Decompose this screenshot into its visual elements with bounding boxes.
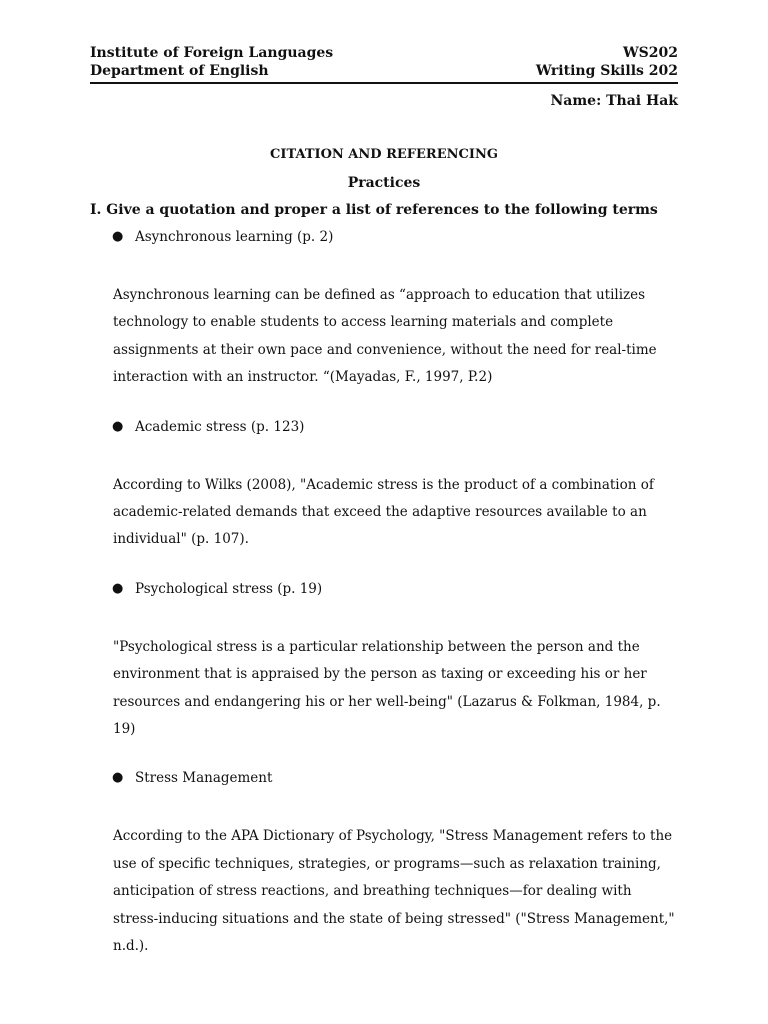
term-paragraph (113, 282, 678, 392)
term-label: Academic stress (p. 123) (135, 418, 305, 435)
bullet-icon: ● (112, 770, 124, 786)
course-code: WS202 (622, 45, 678, 61)
bullet-icon: ● (112, 580, 124, 596)
course-name: Writing Skills 202 (535, 63, 678, 79)
bullet-icon: ● (112, 229, 124, 244)
department-name: Department of English (90, 63, 269, 79)
paragraph-text: Asynchronous learning can be defined as “approach to education that utilizes technology to enable students to access learning materials and complete assignments at their own pace and convenience, without the need for real-time interaction with an instructor. “(Mayadas, F., 1997, P.2) (113, 287, 657, 386)
header-row-2 (90, 62, 678, 80)
institute-name: Institute of Foreign Languages (90, 45, 334, 61)
term-item-asynchronous-learning (90, 228, 678, 246)
header-row-1 (90, 44, 678, 62)
term-paragraph (113, 823, 678, 960)
term-label: Stress Management (135, 770, 273, 787)
paragraph-text: According to the APA Dictionary of Psychology, "Stress Management refers to the use of specific techniques, strategies, or programs—such as relaxation training, anticipation of stress reactions, and breathing techniques—for dealing with stress-inducing situations and the state of being stressed" ("Stress Management," n.d.). (113, 828, 675, 955)
term-item-stress-management (90, 769, 678, 787)
header-divider (90, 82, 678, 84)
document-title: CITATION AND REFERENCING (270, 147, 498, 162)
student-name: Name: Thai Hak (550, 93, 678, 109)
instruction-heading: I. Give a quotation and proper a list of references to the following terms (90, 202, 658, 218)
term-paragraph (113, 634, 678, 744)
term-label: Asynchronous learning (p. 2) (135, 229, 334, 245)
term-item-academic-stress (90, 418, 678, 436)
paragraph-text: According to Wilks (2008), "Academic stress is the product of a combination of academic-related demands that exceed the adaptive resources available to an individual" (p. 107). (113, 476, 654, 548)
document-subtitle: Practices (347, 175, 421, 191)
document-page (90, 44, 678, 961)
bullet-icon: ● (112, 418, 124, 434)
term-item-psychological-stress (90, 580, 678, 598)
term-paragraph (113, 472, 678, 554)
paragraph-text: "Psychological stress is a particular relationship between the person and the environment that is appraised by the person as taxing or exceeding his or her resources and endangering his or her well-being" (Lazarus & Folkman, 1984, p. 19) (113, 638, 661, 738)
term-label: Psychological stress (p. 19) (135, 580, 323, 597)
